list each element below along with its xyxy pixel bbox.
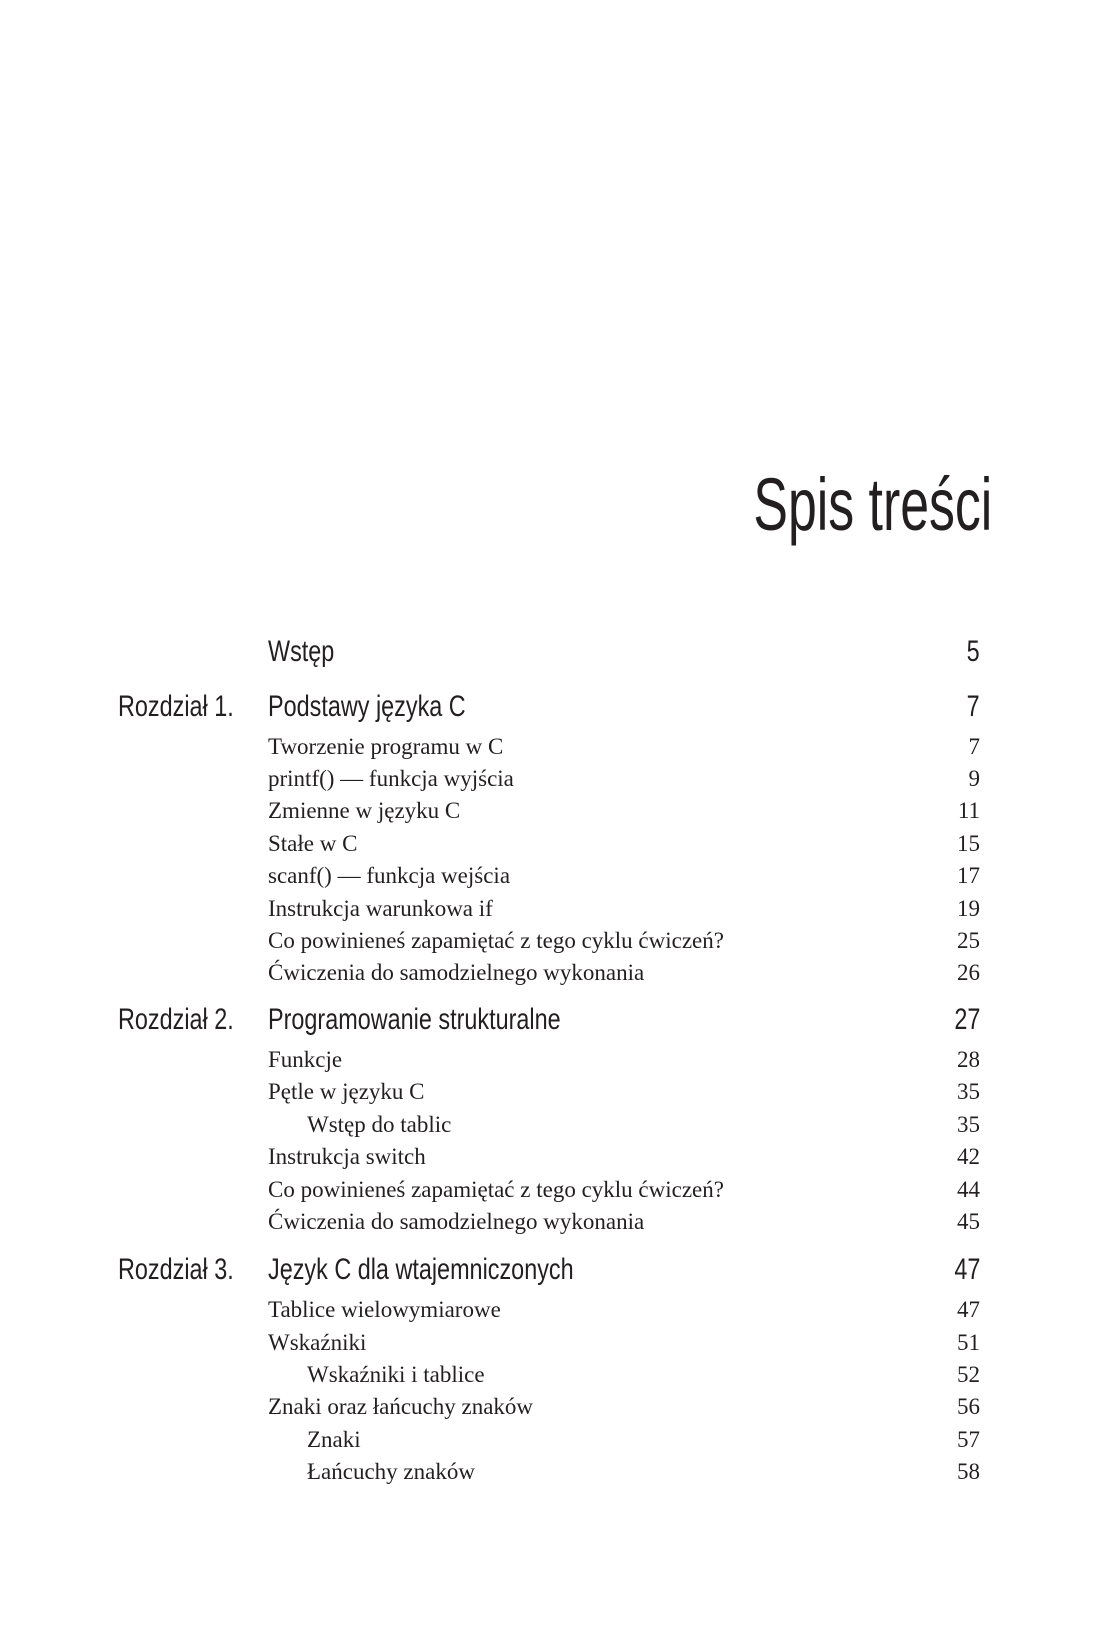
toc-preface-row[interactable] bbox=[268, 635, 980, 667]
entry-page: 52 bbox=[957, 1362, 980, 1387]
entry-title: Ćwiczenia do samodzielnego wykonania bbox=[268, 960, 645, 985]
entry-page: 28 bbox=[957, 1047, 980, 1072]
entry-page: 47 bbox=[957, 1297, 980, 1322]
entry-page: 15 bbox=[957, 831, 980, 856]
entry-page: 11 bbox=[957, 798, 980, 823]
entry-page: 42 bbox=[957, 1144, 980, 1169]
toc-entry-row[interactable] bbox=[268, 1329, 980, 1361]
entry-title: printf() — funkcja wyjścia bbox=[268, 766, 514, 791]
entry-title: Znaki bbox=[307, 1427, 361, 1452]
entry-title: Łańcuchy znaków bbox=[307, 1459, 475, 1484]
chapter-title: Podstawy języka C bbox=[268, 690, 466, 723]
entry-title: Wskaźniki i tablice bbox=[307, 1362, 485, 1387]
toc-chapter-row[interactable] bbox=[118, 1253, 980, 1285]
chapter-title: Język C dla wtajemniczonych bbox=[268, 1253, 574, 1286]
entry-page: 56 bbox=[957, 1394, 980, 1419]
entry-title: Wskaźniki bbox=[268, 1330, 367, 1355]
toc-entry-row[interactable] bbox=[307, 1458, 980, 1490]
preface-title: Wstęp bbox=[268, 635, 335, 668]
entry-page: 17 bbox=[957, 863, 980, 888]
toc-chapter-row[interactable] bbox=[118, 1003, 980, 1035]
toc-entry-row[interactable] bbox=[268, 797, 980, 829]
entry-title: Funkcje bbox=[268, 1047, 343, 1072]
toc-entry-row[interactable] bbox=[268, 895, 980, 927]
entry-title: Zmienne w języku C bbox=[268, 798, 461, 823]
toc-entry-row[interactable] bbox=[307, 1426, 980, 1458]
entry-page: 51 bbox=[957, 1330, 980, 1355]
entry-page: 35 bbox=[957, 1079, 980, 1104]
chapter-title: Programowanie strukturalne bbox=[268, 1003, 561, 1036]
entry-page: 45 bbox=[957, 1209, 980, 1234]
chapter-page: 47 bbox=[953, 1253, 980, 1286]
toc-entry-row[interactable] bbox=[307, 1361, 980, 1393]
entry-title: Instrukcja switch bbox=[268, 1144, 426, 1169]
entry-title: Tablice wielowymiarowe bbox=[268, 1297, 501, 1322]
chapter-label: Rozdział 3. bbox=[118, 1253, 234, 1286]
chapter-page: 27 bbox=[953, 1003, 980, 1036]
toc-entry-row[interactable] bbox=[268, 1046, 980, 1078]
entry-page: 26 bbox=[957, 960, 980, 985]
toc-entry-row[interactable] bbox=[268, 1143, 980, 1175]
toc-entry-row[interactable] bbox=[268, 1176, 980, 1208]
entry-page: 25 bbox=[957, 928, 980, 953]
entry-title: Znaki oraz łańcuchy znaków bbox=[268, 1394, 534, 1419]
toc-entry-row[interactable] bbox=[268, 959, 980, 991]
chapter-label: Rozdział 1. bbox=[118, 690, 234, 723]
toc-entry-row[interactable] bbox=[268, 1208, 980, 1240]
entry-title: Tworzenie programu w C bbox=[268, 734, 504, 759]
entry-title: Co powinieneś zapamiętać z tego cyklu ćwiczeń? bbox=[268, 1177, 724, 1202]
entry-title: Ćwiczenia do samodzielnego wykonania bbox=[268, 1209, 645, 1234]
toc-entry-row[interactable] bbox=[268, 862, 980, 894]
toc-entry-row[interactable] bbox=[268, 1296, 980, 1328]
entry-title: Stałe w C bbox=[268, 831, 358, 856]
toc-chapter-row[interactable] bbox=[118, 690, 980, 722]
chapter-label: Rozdział 2. bbox=[118, 1003, 234, 1036]
preface-page: 5 bbox=[966, 635, 980, 668]
page-title: Spis treści bbox=[753, 463, 992, 546]
entry-page: 44 bbox=[957, 1177, 980, 1202]
entry-page: 35 bbox=[957, 1112, 980, 1137]
toc-entry-row[interactable] bbox=[268, 733, 980, 765]
entry-page: 19 bbox=[957, 896, 980, 921]
entry-title: Wstęp do tablic bbox=[307, 1112, 452, 1137]
entry-title: Co powinieneś zapamiętać z tego cyklu ćwiczeń? bbox=[268, 928, 724, 953]
toc-entry-row[interactable] bbox=[268, 765, 980, 797]
toc-entry-row[interactable] bbox=[268, 830, 980, 862]
entry-page: 58 bbox=[957, 1459, 980, 1484]
toc-entry-row[interactable] bbox=[307, 1111, 980, 1143]
entry-page: 7 bbox=[968, 734, 980, 759]
toc-entry-row[interactable] bbox=[268, 1078, 980, 1110]
entry-title: Pętle w języku C bbox=[268, 1079, 425, 1104]
chapter-page: 7 bbox=[966, 690, 980, 723]
entry-title: Instrukcja warunkowa if bbox=[268, 896, 493, 921]
toc-entry-row[interactable] bbox=[268, 927, 980, 959]
toc-entry-row[interactable] bbox=[268, 1393, 980, 1425]
entry-page: 57 bbox=[957, 1427, 980, 1452]
entry-page: 9 bbox=[968, 766, 980, 791]
entry-title: scanf() — funkcja wejścia bbox=[268, 863, 511, 888]
